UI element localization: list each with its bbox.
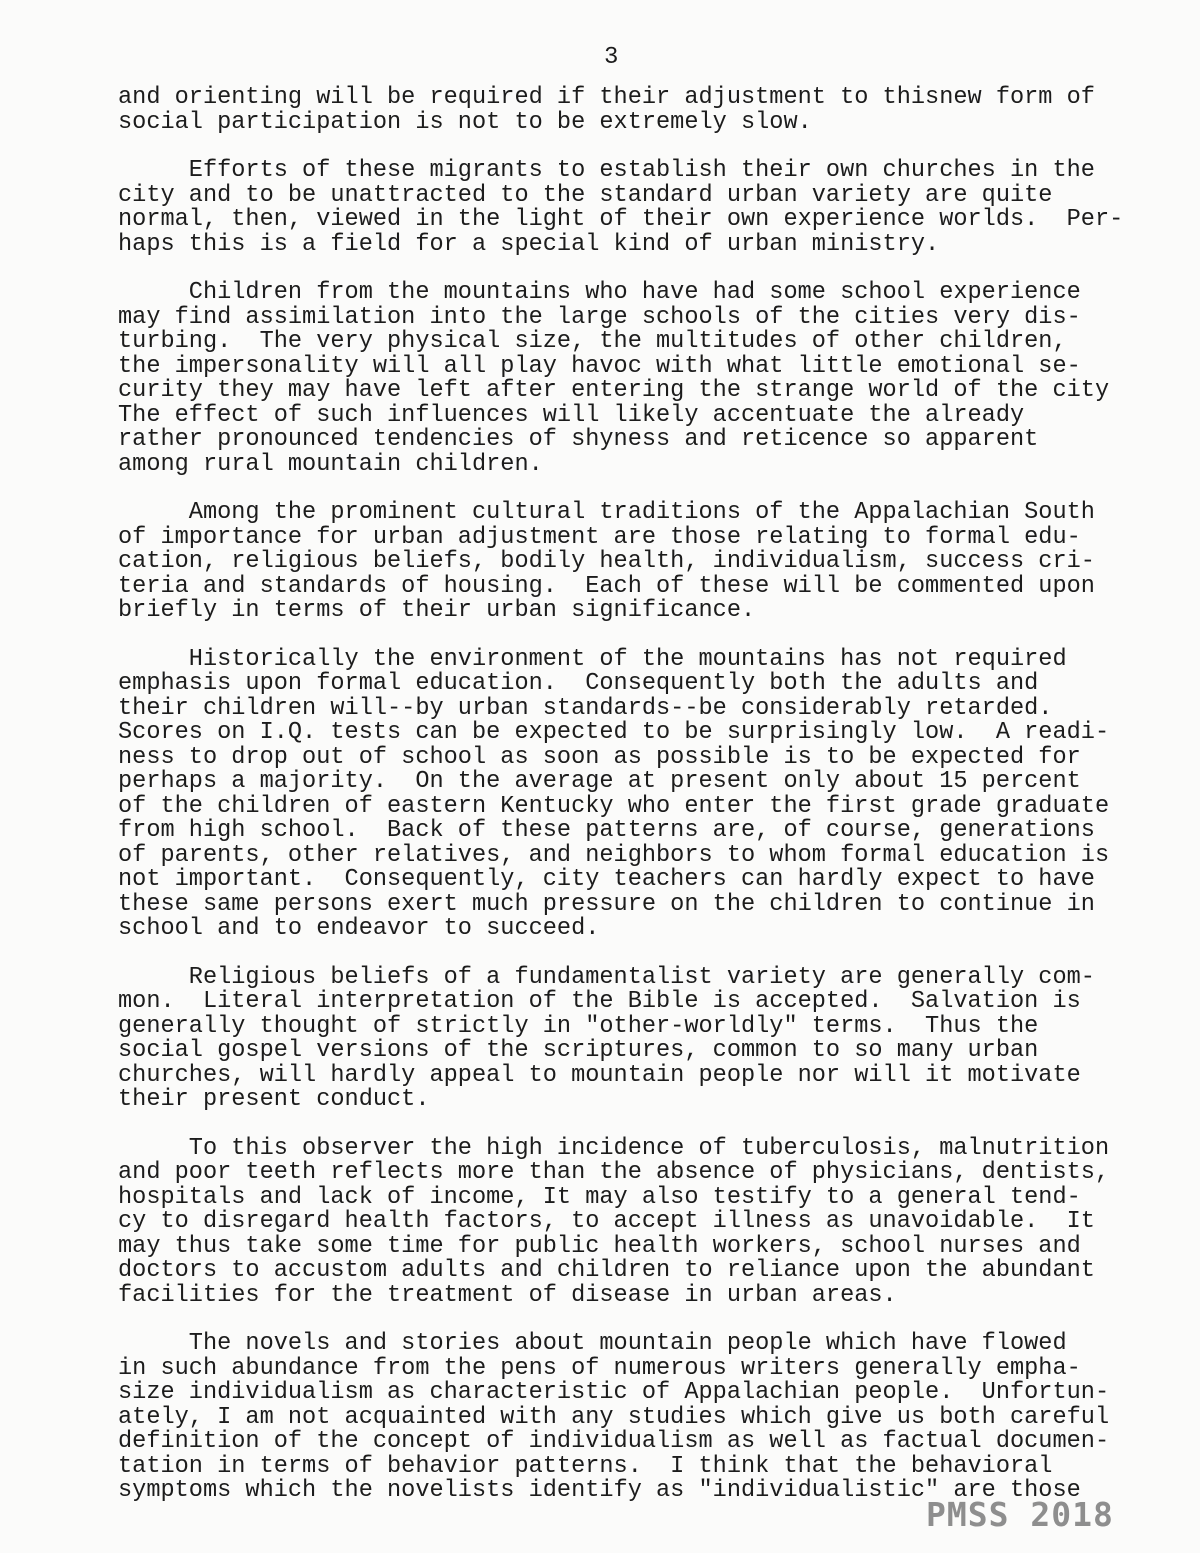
text-line: in such abundance from the pens of numerous writers generally empha- [118,1354,1081,1382]
text-line: social participation is not to be extremely slow. [118,108,812,136]
text-line: symptoms which the novelists identify as "individualistic" are those [118,1477,1081,1504]
text-line: hospitals and lack of income, It may also testify to a general tend- [118,1183,1081,1211]
text-line: tation in terms of behavior patterns. I think that the behavioral [118,1452,1053,1480]
text-line: doctors to accustom adults and children to reliance upon the abundant [118,1257,1095,1284]
text-line: of the children of eastern Kentucky who enter the first grade graduate [118,792,1110,820]
text-line: curity they may have left after entering the strange world of the city [118,377,1110,404]
text-line: size individualism as characteristic of Appalachian people. Unfortun- [118,1379,1110,1406]
archive-watermark: PMSS 2018 [926,1495,1114,1534]
text-line: teria and standards of housing. Each of these will be commented upon [118,572,1095,600]
text-line: these same persons exert much pressure on the children to continue in [118,890,1095,918]
text-line: haps this is a field for a special kind of urban ministry. [118,230,940,258]
text-line: definition of the concept of individualism as well as factual documen- [118,1428,1110,1455]
document-body [118,86,1158,1528]
text-line: emphasis upon formal education. Consequently both the adults and [118,670,1039,697]
page-number: 3 [604,44,619,71]
text-line: facilities for the treatment of disease in urban areas. [118,1281,897,1309]
paragraph [118,1134,1158,1309]
text-line: the impersonality will all play havoc with what little emotional se- [118,352,1081,380]
paragraph [118,645,1158,942]
text-line: briefly in terms of their urban significance. [118,597,756,624]
text-line: generally thought of strictly in "other-worldly" terms. Thus the [118,1012,1039,1040]
paragraph [118,501,1158,624]
text-line: and poor teeth reflects more than the absence of physicians, dentists, [118,1159,1110,1186]
text-line: Efforts of these migrants to establish their own churches in the [118,157,1095,184]
text-line: cation, religious beliefs, bodily health, individualism, success cri- [118,548,1095,575]
text-line: not important. Consequently, city teachers can hardly expect to have [118,866,1095,893]
text-line: of parents, other relatives, and neighbors to whom formal education is [118,841,1110,869]
text-line: mon. Literal interpretation of the Bible is accepted. Salvation is [118,988,1081,1015]
text-line: may find assimilation into the large schools of the cities very dis- [118,303,1081,331]
paragraph [118,281,1158,477]
paragraph [118,86,1158,135]
paragraph [118,963,1158,1113]
text-line: turbing. The very physical size, the multitudes of other children, [118,328,1067,355]
text-line: churches, will hardly appeal to mountain people nor will it motivate [118,1061,1081,1089]
paragraph [118,159,1158,257]
text-line: Children from the mountains who have had some school experience [118,279,1081,306]
text-line: normal, then, viewed in the light of their own experience worlds. Per- [118,206,1124,233]
text-line: social gospel versions of the scriptures, common to so many urban [118,1037,1039,1064]
text-line: cy to disregard health factors, to accept illness as unavoidable. It [118,1208,1095,1235]
text-line: Scores on I.Q. tests can be expected to be surprisingly low. A readi- [118,719,1110,746]
text-line: rather pronounced tendencies of shyness and reticence so apparent [118,426,1039,453]
text-line: To this observer the high incidence of tuberculosis, malnutrition [118,1134,1110,1162]
text-line: their children will--by urban standards--be considerably retarded. [118,694,1053,722]
text-line: their present conduct. [118,1086,430,1113]
text-line: ately, I am not acquainted with any studies which give us both careful [118,1403,1110,1431]
text-line: may thus take some time for public health workers, school nurses and [118,1232,1081,1260]
text-line: city and to be unattracted to the standard urban variety are quite [118,181,1053,209]
text-line: The effect of such influences will likely accentuate the already [118,401,1025,429]
paragraph [118,1332,1158,1504]
text-line: of importance for urban adjustment are those relating to formal edu- [118,523,1081,551]
text-line: The novels and stories about mountain people which have flowed [118,1330,1067,1357]
text-line: school and to endeavor to succeed. [118,915,600,942]
text-line: Religious beliefs of a fundamentalist variety are generally com- [118,963,1095,991]
text-line: among rural mountain children. [118,450,543,478]
text-line: Among the prominent cultural traditions of the Appalachian South [118,499,1095,526]
text-line: perhaps a majority. On the average at present only about 15 percent [118,768,1081,795]
text-line: from high school. Back of these patterns are, of course, generations [118,817,1095,844]
text-line: and orienting will be required if their adjustment to thisnew form of [118,84,1095,111]
text-line: Historically the environment of the mountains has not required [118,645,1067,673]
text-line: ness to drop out of school as soon as possible is to be expected for [118,743,1081,771]
